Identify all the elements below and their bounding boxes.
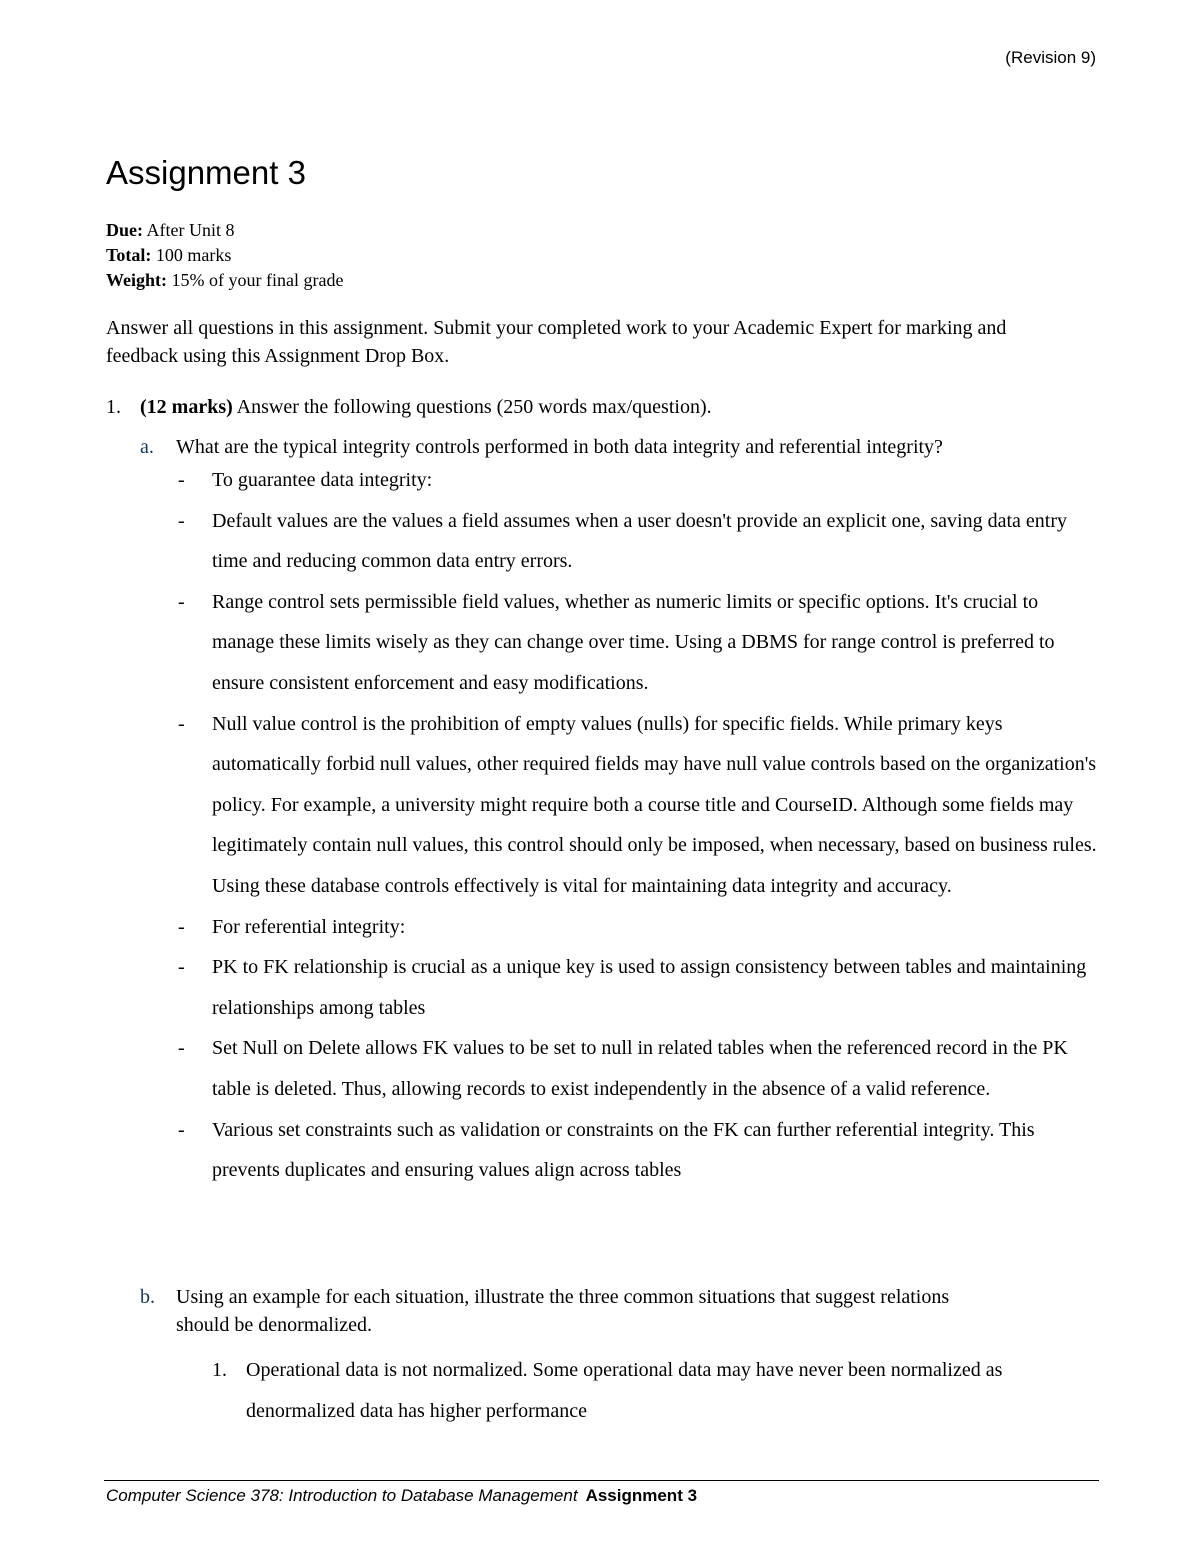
question-number: 1. <box>106 396 121 418</box>
part-b <box>140 1283 1080 1339</box>
bullet-text: Set Null on Delete allows FK values to be set to null in related tables when the referenced record in the PK table is deleted. Thus, allowing records to exist independently in the absence of a valid reference. <box>212 1037 1068 1100</box>
dash-marker: - <box>178 590 185 613</box>
page-title: Assignment 3 <box>106 154 306 191</box>
item-number: 1. <box>212 1359 227 1381</box>
dash-marker: - <box>178 469 185 491</box>
weight-line <box>106 268 343 293</box>
bullet-text: Default values are the values a field assumes when a user doesn't provide an explicit one, saving data entry time and reducing common data entry errors. <box>212 509 1067 573</box>
due-line <box>106 218 343 243</box>
bullet-text: To guarantee data integrity: <box>212 469 433 491</box>
list-item <box>178 1110 1098 1191</box>
list-item <box>178 582 1098 704</box>
question-prompt: Answer the following questions (250 words max/question). <box>232 396 712 418</box>
bullet-text: For referential integrity: <box>212 915 406 938</box>
list-item <box>178 947 1098 1028</box>
list-item <box>178 907 1098 948</box>
bullet-text: PK to FK relationship is crucial as a unique key is used to assign consistency between tables and maintaining relationships among tables <box>212 956 1087 1019</box>
total-value: 100 marks <box>155 245 232 265</box>
total-line <box>106 243 343 268</box>
item-text: Operational data is not normalized. Some operational data may have never been normalized as denormalized data has higher performance <box>246 1359 1003 1422</box>
dash-marker: - <box>178 1118 185 1141</box>
total-label: Total: <box>106 245 152 265</box>
list-item <box>178 501 1098 582</box>
footer-assignment: Assignment 3 <box>585 1486 698 1505</box>
weight-label: Weight: <box>106 270 167 290</box>
intro-paragraph: Answer all questions in this assignment. Submit your completed work to your Academic Expert for marking and feedback using this Assignment Drop Box. <box>106 317 1007 367</box>
footer-divider <box>104 1480 1099 1481</box>
part-a-prompt: What are the typical integrity controls performed in both data integrity and referential integrity? <box>176 436 943 458</box>
list-item <box>212 1350 1102 1431</box>
part-a-bullet-list <box>178 460 1098 1191</box>
due-value: After Unit 8 <box>146 220 235 240</box>
part-a <box>140 433 943 461</box>
dash-marker: - <box>178 915 185 938</box>
dash-marker: - <box>178 956 185 979</box>
dash-marker: - <box>178 509 185 532</box>
part-b-list <box>212 1350 1102 1431</box>
assignment-meta <box>106 218 343 293</box>
part-b-prompt-line1: Using an example for each situation, illustrate the three common situations that suggest relations <box>176 1286 950 1308</box>
page-footer <box>106 1486 697 1506</box>
footer-course: Computer Science 378: Introduction to Database Management <box>106 1486 578 1505</box>
list-item <box>178 1028 1098 1109</box>
dash-marker: - <box>178 1037 185 1060</box>
bullet-text: Null value control is the prohibition of empty values (nulls) for specific fields. While primary keys automatically forbid null values, other required fields may have null value controls based on the organization's policy. For example, a university might require both a course title and CourseID. Although some fields may legitimately contain null values, this control should only be imposed, when necessary, based on business rules. Using these database controls effectively is vital for maintaining data integrity and accuracy. <box>212 712 1097 897</box>
list-item <box>178 704 1098 907</box>
weight-value: 15% of your final grade <box>171 270 344 290</box>
question-1 <box>106 393 712 421</box>
bullet-text: Range control sets permissible field values, whether as numeric limits or specific options. It's crucial to manage these limits wisely as they can change over time. Using a DBMS for range control is preferred to ensure consistent enforcement and easy modifications. <box>212 590 1055 694</box>
part-b-letter: b. <box>140 1286 155 1308</box>
list-item <box>178 460 1098 501</box>
part-b-prompt-line2: should be denormalized. <box>176 1314 373 1336</box>
part-a-letter: a. <box>140 436 154 458</box>
dash-marker: - <box>178 712 185 735</box>
bullet-text: Various set constraints such as validation or constraints on the FK can further referential integrity. This prevents duplicates and ensuring values align across tables <box>212 1118 1035 1182</box>
revision-label: (Revision 9) <box>1005 48 1096 67</box>
due-label: Due: <box>106 220 143 240</box>
question-marks: (12 marks) <box>140 396 233 418</box>
